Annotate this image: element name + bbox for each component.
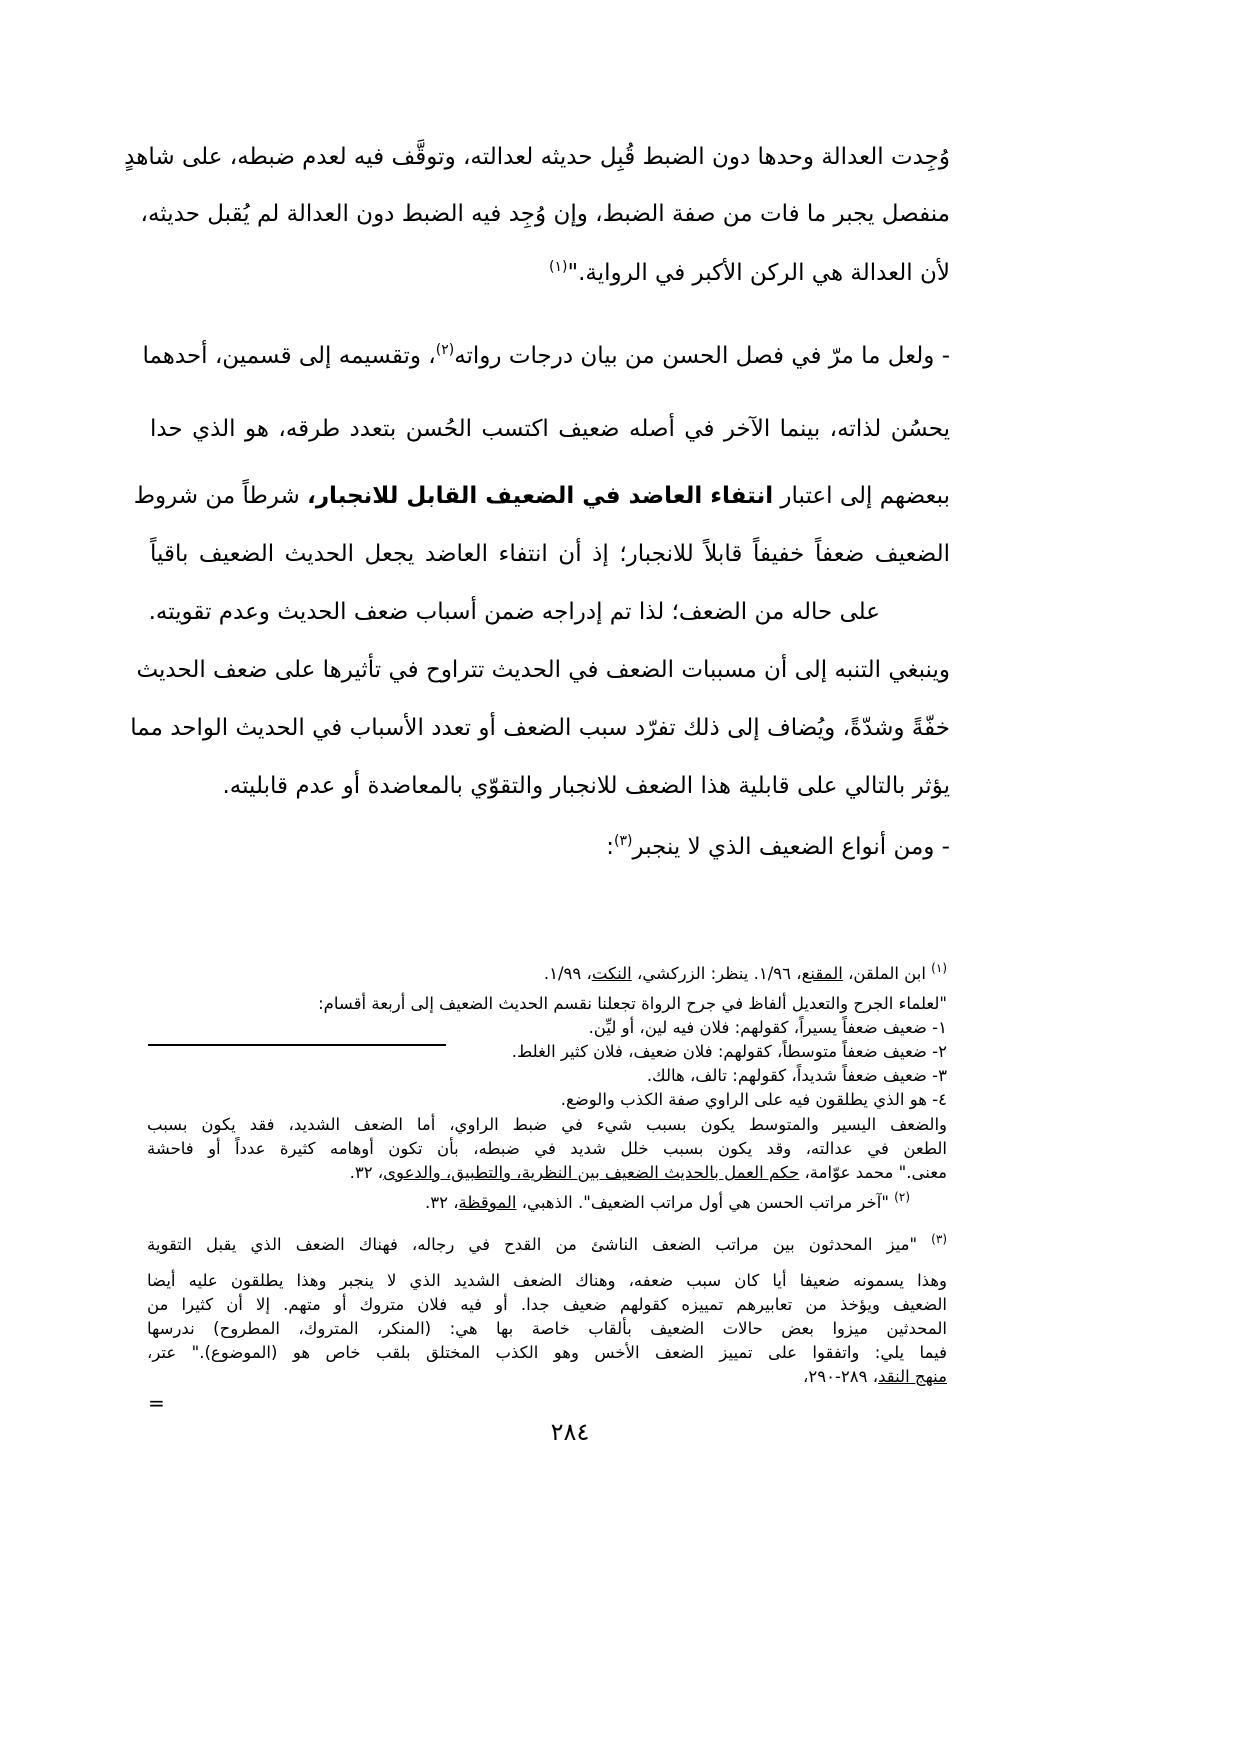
footnote-line: ٤- هو الذي يطلقون فيه على الراوي صفة الكذب والوضع. [560,1090,947,1109]
body-line-text: لأن العدالة هي الركن الأكبر في الرواية." [567,260,950,286]
body-line: وينبغي التنبه إلى أن مسببات الضعف في الحديث تتراوح في تأثيرها على ضعف الحديث [136,657,950,683]
footnote-text: ، ٣٢. [349,1163,384,1182]
body-line-text: - ومن أنواع الضعيف الذي لا ينجبر [632,834,950,860]
body-line [142,342,950,369]
footnote-line: المحدثين ميزوا بعض حالات الضعيف بألقاب خاصة بها هي: (المنكر، المتروك، المطروح) ندرسها [147,1319,947,1338]
footnote-text: معنى." محمد عوّامة، [804,1163,947,1182]
footnote-text: ، ١/٩٦. ينظر: الزركشي، [637,964,802,983]
body-line-text: : [606,834,615,860]
body-line [150,260,950,285]
footnote-text: ابن الملقن، [848,964,926,983]
footnote-line: والضعف اليسير والمتوسط يكون بسبب شيء في ضبط الراوي، أما الضعف الشديد، فقد يكون بسبب [147,1115,947,1134]
footnote-text: "ميز المحدثون بين مراتب الضعف الناشئ من القدح في رجاله، فهناك الضعف الذي يقبل التقوية [147,1235,918,1254]
footnote-ref-1: (١) [549,259,568,275]
cited-title: منهج النقد [878,1367,947,1386]
footnote-continuation-mark: = [148,1391,165,1415]
body-line-text: ، وتقسيمه إلى قسمين، أحدهما [142,343,436,369]
body-line: منفصل يجبر ما فات من صفة الضبط، وإن وُجِد فيه الضبط دون العدالة لم يُقبل حديثه، [140,201,950,227]
body-line [150,834,950,859]
cited-title: الموقظة [458,1193,517,1212]
footnote-text: ، ١/٩٩. [543,964,592,983]
footnote-line: ٣- ضعيف ضعفاً شديداً، كقولهم: تالف، هالك. [646,1066,947,1085]
footnote-line [147,1233,947,1254]
body-line: على حاله من الضعف؛ لذا تم إدراجه ضمن أسباب ضعف الحديث وعدم تقويته. [148,599,880,625]
footnote-mark: (١) [931,961,947,975]
footnote-line: الضعيف ويؤخذ من تعابيرهم تمييزه كقولهم ضعيف جدا. أو فيه فلان متروك أو متهم. إلا أن كثيرا من [147,1295,947,1314]
body-line-text: - ولعل ما مرّ في فصل الحسن من بيان درجات رواته [454,343,950,369]
cited-title: حكم العمل بالحديث الضعيف بين النظرية، والتطبيق، والدعوى [383,1163,800,1182]
footnote-line: "لعلماء الجرح والتعديل ألفاظ في جرح الرواة تجعلنا نقسم الحديث الضعيف إلى أربعة أقسام: [318,994,947,1013]
footnote-line: وهذا يسمونه ضعيفا أيا كان سبب ضعفه، وهناك الضعف الشديد الذي لا ينجبر وهذا يطلقون عليه أيضا [147,1271,947,1290]
cited-title: النكت [591,964,632,983]
footnote-line: ١- ضعيف ضعفاً يسيراً، كقولهم: فلان فيه لين، أو ليِّن. [588,1018,947,1037]
footnote-line [150,1191,910,1212]
footnote-text: ، ٣٢. [424,1193,459,1212]
emphasis-text: انتفاء العاضد في الضعيف القابل للانجبار، [307,483,774,509]
footnote-line: ٢- ضعيف ضعفاً متوسطاً، كقولهم: فلان ضعيف، فلان كثير الغلط. [511,1042,947,1061]
body-line: خفّةً وشدّةً، ويُضاف إلى ذلك تفرّد سبب الضعف أو تعدد الأسباب في الحديث الواحد مما [130,715,950,741]
footnote-mark: (٣) [931,1232,947,1246]
body-line [133,483,950,509]
footnote-line: فيما يلي: واتفقوا على تمييز الضعف الأخس وهو الكذب المختلق بلقب خاص هو (الموضوع)." عتر، [147,1343,947,1362]
body-line: يحسُن لذاته، بينما الآخر في أصله ضعيف اكتسب الحُسن بتعدد طرقه، هو الذي حدا [150,416,950,442]
body-line: يؤثر بالتالي على قابلية هذا الضعف للانجبار والتقوّي بالمعاضدة أو عدم قابليته. [222,773,950,799]
footnote-ref-2: (٢) [435,342,455,358]
footnote-line [147,962,947,983]
cited-title: المقنع [801,964,843,983]
body-line-text: شرطاً من شروط [133,483,300,509]
body-line: وُجِدت العدالة وحدها دون الضبط قُبِل حديثه لعدالته، وتوقَّف فيه لعدم ضبطه، على شاهدٍ [124,144,950,170]
footnote-line [147,1165,947,1182]
footnote-line: الطعن في عدالته، وقد يكون بسبب خلل شديد في ضبطه، بأن تكون أوهامه كثيرة عدداً أو فاحشة [147,1139,947,1158]
footnote-mark: (٢) [894,1190,910,1204]
page-number: ٢٨٤ [550,1418,590,1446]
body-line: الضعيف ضعفاً خفيفاً قابلاً للانجبار؛ إذ أن انتفاء العاضد يجعل الحديث الضعيف باقياً [150,541,950,567]
footnote-ref-3: (٣) [614,833,633,849]
body-line-text: ببعضهم إلى اعتبار [780,483,950,509]
footnote-text: ، ٢٨٩-٢٩٠، [803,1367,879,1386]
footnote-text: "آخر مراتب الحسن هي أول مراتب الضعيف". الذهبي، [521,1193,889,1212]
footnote-line [147,1369,947,1386]
